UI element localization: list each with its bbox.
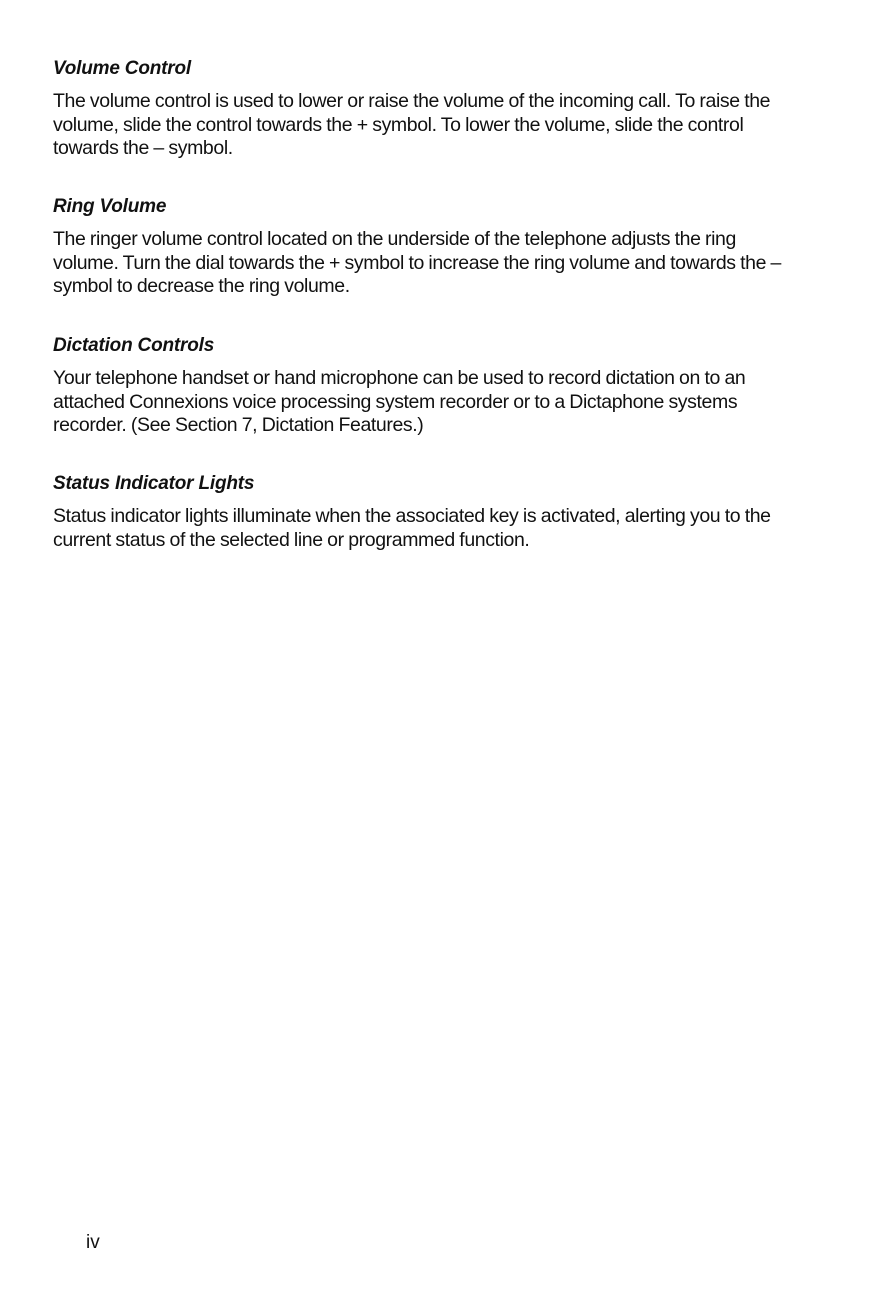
section-heading: Volume Control [53,58,191,79]
section-status-indicator-lights [53,473,793,552]
section-dictation-controls [53,335,793,438]
section-heading: Status Indicator Lights [53,473,255,494]
section-heading: Dictation Controls [53,335,215,356]
section-body: The ringer volume control located on the underside of the telephone adjusts the ring volume. Turn the dial towards the + symbol to increase the ring volume and towards the – symbol to decrease the ring volume. [53,228,782,297]
section-ring-volume [53,196,793,299]
section-body: Your telephone handset or hand microphone can be used to record dictation on to an attached Connexions voice processing system recorder or to a Dictaphone systems recorder. (See Section 7, Dictation Features.) [53,367,746,436]
page-number: iv [86,1232,100,1253]
section-body: The volume control is used to lower or raise the volume of the incoming call. To raise the volume, slide the control towards the + symbol. To lower the volume, slide the control towards the – symbol. [53,90,771,159]
section-volume-control [53,58,793,161]
section-body: Status indicator lights illuminate when the associated key is activated, alerting you to the current status of the selected line or programmed function. [53,505,771,551]
section-heading: Ring Volume [53,196,167,217]
